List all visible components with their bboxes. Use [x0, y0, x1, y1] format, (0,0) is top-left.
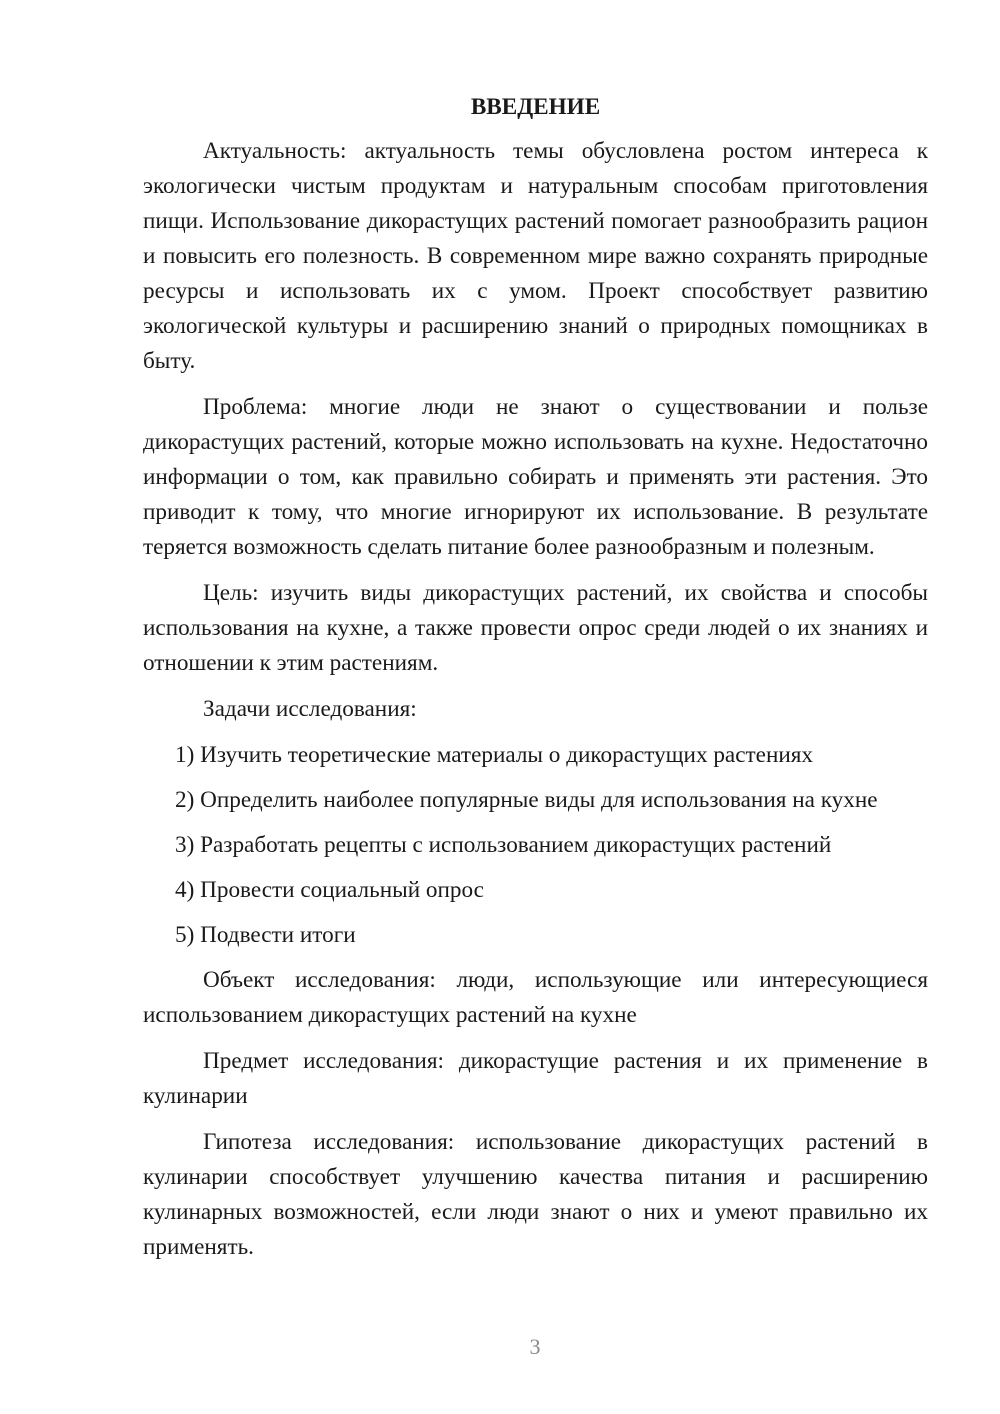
hypothesis-paragraph: Гипотеза исследования: использование дикорастущих растений в кулинарии способствует улучшению качества питания и расширению кулинарных возможностей, если люди знают о них и умеют правильно их применять.: [143, 1129, 928, 1260]
tasks-list: [143, 738, 928, 953]
document-page: [143, 90, 928, 1276]
task-item: 5) Подвести итоги: [175, 922, 356, 948]
task-item: 4) Провести социальный опрос: [175, 877, 484, 903]
section-heading: ВВЕДЕНИЕ: [470, 94, 601, 120]
task-item: 3) Разработать рецепты с использованием дикорастущих растений: [175, 832, 832, 858]
task-item: 1) Изучить теоретические материалы о дикорастущих растениях: [175, 742, 814, 768]
problem-paragraph: Проблема: многие люди не знают о существовании и пользе дикорастущих растений, которые можно использовать на кухне. Недостаточно информации о том, как правильно собирать и применять эти растения. Это приводит к тому, что многие игнорируют их использование. В результате теряется возможность сделать питание более разнообразным и полезным.: [143, 394, 928, 560]
goal-paragraph: Цель: изучить виды дикорастущих растений, их свойства и способы использования на кухне, а также провести опрос среди людей о их знаниях и отношении к этим растениям.: [143, 580, 928, 676]
task-item: 2) Определить наиболее популярные виды для использования на кухне: [175, 787, 878, 813]
tasks-title: Задачи исследования:: [203, 696, 417, 722]
subject-paragraph: Предмет исследования: дикорастущие растения и их применение в кулинарии: [143, 1048, 928, 1109]
relevance-paragraph: Актуальность: актуальность темы обусловлена ростом интереса к экологически чистым продуктам и натуральным способам приготовления пищи. Использование дикорастущих растений помогает разнообразить рацион и повысить его полезность. В современном мире важно сохранять природные ресурсы и использовать их с умом. Проект способствует развитию экологической культуры и расширению знаний о природных помощниках в быту.: [143, 138, 928, 374]
page-number: 3: [529, 1334, 541, 1359]
object-paragraph: Объект исследования: люди, использующие или интересующиеся использованием дикорастущих растений на кухне: [143, 967, 928, 1028]
